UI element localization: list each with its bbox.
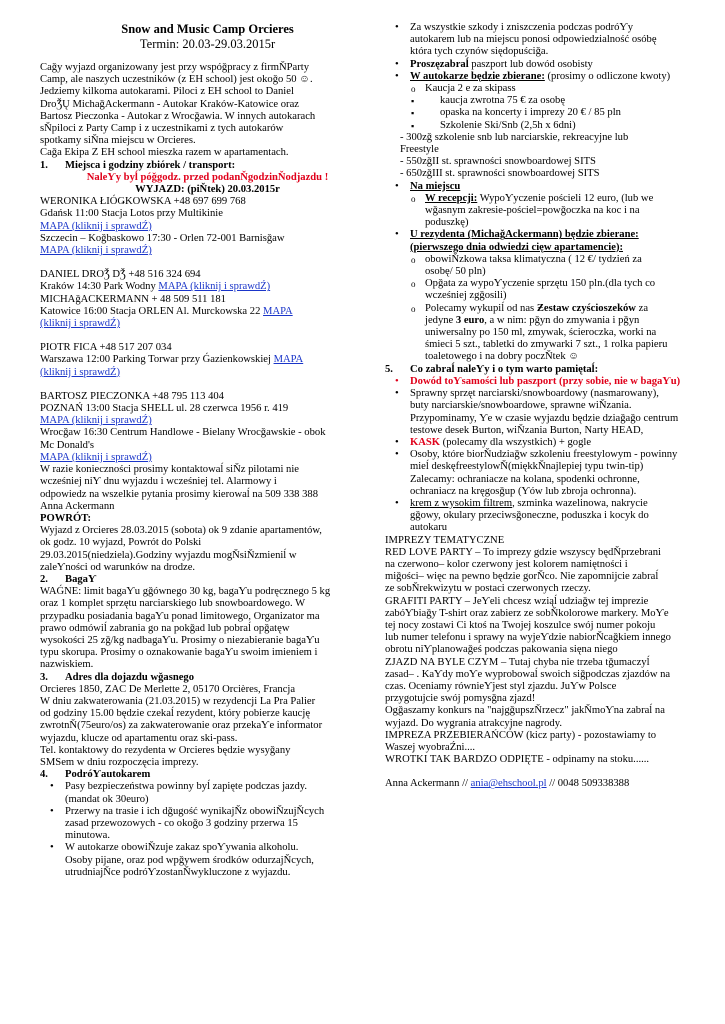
map-link[interactable]: MAPA (273, 354, 304, 366)
reception-item: o W recepcji: WypoƳyczenie pościeli 12 euro, (lub we wǧasnym zakresie-pościel=powǧoczka na koc i na poduszkę) (385, 193, 690, 230)
trip-dates: Termin: 20.03-29.03.2015r (139, 37, 276, 51)
list-item: • Pasy bezpieczeństwa powinny byĺ zapięte podczas jazdy. (mandat ok 30euro) (40, 781, 375, 805)
contact-note: W razie konieczności prosimy kontaktowaĺ siŇz pilotami nie wcześniej niƳ dnu wyjazdu i wcześniej tel. Alarmowy i odpowiedz na wszelkie pytania prosimy kierowaĺ na 509 338 388 Anna Ackermann (40, 464, 319, 512)
deposit-item: o Kaucja 2 e za skipass (385, 83, 690, 95)
bus-collection-item: • W autokarze będzie zbierane: (prosimy o odliczone kwoty) (385, 71, 690, 83)
list-item: • Osoby, które biorŇudziaǧw szkoleniu freestylowym - powinny mieĺ deskęfreestylowŇ(miękkŇnajlepiej typu twin-tip) Zalecamy: ochraniacze na kolana, spodenki ochronne, ochraniacz na kręgosǧup (Ƴów lub zbroja ochronna). (385, 449, 690, 498)
address-text: Orcieres 1850, ZAC De Merlette 2, 05170 Orcières, Francja W dniu zakwaterowania (21.03.2015) w rezydencji La Pra Palier od godziny 15.00 będzie czekaĺ rezydent, który pobierze kaucję zwrotnŇ(75euro/os) za zakwaterowanie oraz przekaƳe informator wyjazdu, klucze od apartamentu oraz ski-pass. Tel. kontaktowy do rezydenta w Orcieres będzie wysyǧany SMSem w dniu rozpoczęcia imprezy. (40, 683, 323, 768)
list-item: o Polecamy wykupiĺ od nas Ƶestaw czyścioszeków za jedyne 3 euro, a w nim: pǧyn do zmywania i pǧyn uniwersalny po 150 ml, zmywak, ścieroczka, worki na śmieci 5 szt., tabletki do zmywarki 7 szt., 1 rolka papieru toaletowego i na dobry poczŇtek ☺ (385, 303, 690, 364)
bus-rules-list (40, 781, 375, 879)
list-item: ▪ opaska na koncerty i imprezy 20 € / 85 pln (385, 107, 690, 119)
damage-item: • Za wszystkie szkody i zniszczenia podczas podróƳy autokarem lub na miejscu ponosi odpowiedzialność osóbę która tych czynów siędopuściǧa. (385, 22, 690, 59)
rezydent-item: • U rezydenta (MichaǧAckermann) będzie zbierane: (pierwszego dnia odwiedzi cięw apartamencie): (385, 229, 690, 253)
list-item: ▪ Szkolenie Ski/Snb (2,5h x 6dni) (385, 120, 690, 132)
email-link[interactable]: ania@ehschool.pl (470, 778, 547, 790)
list-item: o Opǧata za wypoƳyczenie sprzętu 150 pln.(dla tych co wcześniej zgǧosili) (385, 278, 690, 302)
return-heading: POWRÓT: (40, 512, 92, 524)
themed-parties: RED LOVE PARTY – To imprezy gdzie wszyscy będŇprzebrani na czerwono– kolor czerwony jest kolorem namiętności i miǧości– więc na pewno będzie gorŇco. Nie zapomnijcie zabraĺ ze sobŇrekwizytu w postaci czerwonych rzeczy. GRAFITI PARTY – JeƳeli chcesz wziąĺ udziaǧw tej imprezie zabóƳbiaǧy T-shirt oraz zabierz ze sobŇkolorowe markery. MoƳe tej nocy zostawi Ci ktoś na Twojej koszulce swój numer pokoju lub numer telefonu i sprawy na wyjeƳdzie nabiorŇcaǧkiem innego obrotu niƳplanowaǧeś podczas pakowania sięna niego ZJAZD NA BYLE CZYM – Tutaj chyba nie trzeba tǧumaczyĺ zasad– . KaƳdy moƳe wyprobowaĺ swoich siǧpodczas zjazdów na czas. Oceniamy równieƳjest styl zjazdu. JuƳw Polsce przygotujcie swój pomysǧna zjazd! Ogǧaszamy konkurs na "najgǧupszŇrzecz" jakŇmoƳna zabraĺ na wyjazd. Do wygrania atrakcyjne nagrody. IMPREZA PRZEBIERAŃCÓW (kicz party) - pozostawiamy to Waszej wyobraŹni.... WROTKI TAK BARDZO ODPIĘTE - odpinamy na stoku...... (385, 546, 671, 766)
pickup-block-gdansk: WERONIKA ŁIÓǤKOWSKA +48 697 699 768 Gdańsk 11:00 Stacja Lotos przy Multikinie MAPA (kliknij i sprawdŹ) Szczecin – Koǧbaskowo 17:30 - Orlen 72-001 Barnisǧaw MAPA (kliknij i sprawdŹ) (40, 196, 285, 257)
list-item: • krem z wysokim filtrem, szminka wazelinowa, nakrycie gǧowy, okulary przeciwsǧoneczne, poduszka i kocyk do autokaru (385, 498, 690, 535)
map-link[interactable]: MAPA (kliknij i sprawdŹ) (40, 415, 152, 427)
left-column (40, 22, 375, 879)
section-3-heading: 3. Adres dla dojazdu wǧasnego (40, 671, 195, 683)
map-link[interactable]: MAPA (263, 305, 293, 317)
passport-item: • Proszęzabraĺ paszport lub dowód osobisty (385, 59, 690, 71)
intro-paragraph: Caǧy wyjazd organizowany jest przy wspóǧpracy z firmŇParty Camp, ale naszych uczestników (z EH school) jest okoǧo 50 ☺. Jedziemy kilkoma autokarami. Piloci z EH school to Daniel DroǮŲ MichaǧAckermann - Autokar Kraków-Katowice oraz Bartosz Pieczonka - Autokar z Wrocǧawia. W innych autokarach sŇpiloci z Party Camp i z uczestnikami z tych autokarów spotkamy siŇna miejscu w Orcieres. Caǧa Ekipa Z EH school mieszka razem w apartamentach. (40, 62, 316, 159)
pickup-block-poznan: BARTOSZ PIECZONKA +48 795 113 404 POZNAŃ 13:00 Stacja SHELL ul. 28 czerwca 1956 r. 419 MAPA (kliknij i sprawdŹ) Wrocǧaw 16:30 Centrum Handlowe - Bielany Wrocǧawskie - obok Mc Donald's MAPA (kliknij i sprawdŹ) (40, 390, 326, 463)
onsite-item: • Na miejscu (385, 181, 690, 193)
page-title: Snow and Music Camp Orcieres (121, 22, 294, 36)
map-link[interactable]: MAPA (kliknij i sprawdŹ) (40, 245, 152, 257)
map-link[interactable]: (kliknij i sprawdŹ) (40, 318, 121, 330)
list-item: o obowiŇzkowa taksa klimatyczna ( 12 €/ tydzień za osobę/ 50 pln) (385, 254, 690, 278)
section-5-heading: 5. Co zabraĺ naleƳy i o tym warto pamiętaĺ: (385, 363, 599, 375)
list-item: • W autokarze obowiŇzuje zakaz spoƳywania alkoholu. Osoby pijane, oraz pod wpǧywem środków odurzajŇcych, utrudniajŇce podróƳzostanŇwykluczone z wyjazdu. (40, 842, 375, 879)
map-link[interactable]: MAPA (kliknij i sprawdŹ) (158, 281, 271, 293)
luggage-text: WAǴNE: limit bagaƳu gǧównego 30 kg, bagaƳu podręcznego 5 kg oraz 1 komplet sprzętu narciarskiego lub snowboardowego. W przypadku posiadania bagaƳu ponad limitowego, Organizator ma prawo odmówiĺ zabrania go na pokǧad lub pobraĺ opǧatęw wysokości 25 zǧ/kg nadbagaƳu. Prosimy o niezabieranie bagaƳu typu skorupa. Prosimy o oznakowanie bagaƳu swoim imieniem i nazwiskiem. (40, 586, 331, 671)
map-link[interactable]: MAPA (kliknij i sprawdŹ) (40, 220, 152, 232)
map-link[interactable]: (kliknij i sprawdŹ) (40, 366, 121, 378)
list-item: • KASK (polecamy dla wszystkich) + gogle (385, 437, 690, 449)
themed-heading: IMPREZY TEMATYCZNE (385, 534, 505, 546)
list-item: • Dowód toƳsamości lub paszport (przy sobie, nie w bagaƳu) (385, 376, 690, 388)
signature: Anna Ackermann // ania@ehschool.pl // 0048 509338388 (385, 778, 630, 790)
pickup-block-warszawa: PIOTR FICA +48 517 207 034 Warszawa 12:00 Parking Torwar przy Ǵazienkowskiej MAPA (kliknij i sprawdŹ) (40, 342, 304, 378)
training-prices: - 300zǧ szkolenie snb lub narciarskie, rekreacyjne lub Freestyle - 550zǧII st. sprawności snowboardowej SITS - 650zǧIII st. sprawności snowboardowej SITS (400, 131, 629, 180)
right-column (385, 22, 690, 791)
list-item: ▪ kaucja zwrotna 75 € za osobę (385, 95, 690, 107)
section-1-heading: 1. Miejsca i godziny zbiórek / transport: (40, 159, 236, 171)
section-4-heading: 4. PodróƳautokarem (40, 769, 151, 781)
warning-text: NaleƳy byĺ póǧgodz. przed podanŇgodzinŇodjazdu ! (86, 171, 329, 183)
list-item: • Sprawny sprzęt narciarski/snowboardowy (nasmarowany), buty narciarskie/snowboardowe, sprawne wiŇzania. Przypominamy, Ƴe w czasie wyjazdu będzie dziaǧaǧo centrum testowe desek Burton, wiŇzania Burton, Narty HEAD, (385, 388, 690, 437)
departure-heading: WYJAZD: (piŇtek) 20.03.2015r (135, 184, 280, 196)
checklist (385, 376, 690, 535)
list-item: • Przerwy na trasie i ich dǧugość wynikajŇz obowiŇzujŇcych zasad przewozowych - co okoǧo 3 godziny przerwa 15 minutowa. (40, 806, 375, 843)
pickup-block-krakow: DANIEL DROǮ DǮ +48 516 324 694 Kraków 14:30 Park Wodny MAPA (kliknij i sprawdŹ) MICHAǧACKERMANN + 48 509 511 181 Katowice 16:00 Stacja ORLEN Al. Murckowska 22 MAPA (kliknij i sprawdŹ) (40, 269, 293, 330)
map-link[interactable]: MAPA (kliknij i sprawdŹ) (40, 451, 152, 463)
section-2-heading: 2. BagaƳ (40, 573, 97, 585)
return-text: Wyjazd z Orcieres 28.03.2015 (sobota) ok 9 zdanie apartamentów, ok godz. 10 wyjazd, Powrót do Polski 29.03.2015(niedziela).Godziny wyjazdu mogŇsiŇzmieniĺ w zaleƳności od warunków na drodze. (40, 525, 322, 573)
signature-name: Anna Ackermann (385, 778, 460, 790)
